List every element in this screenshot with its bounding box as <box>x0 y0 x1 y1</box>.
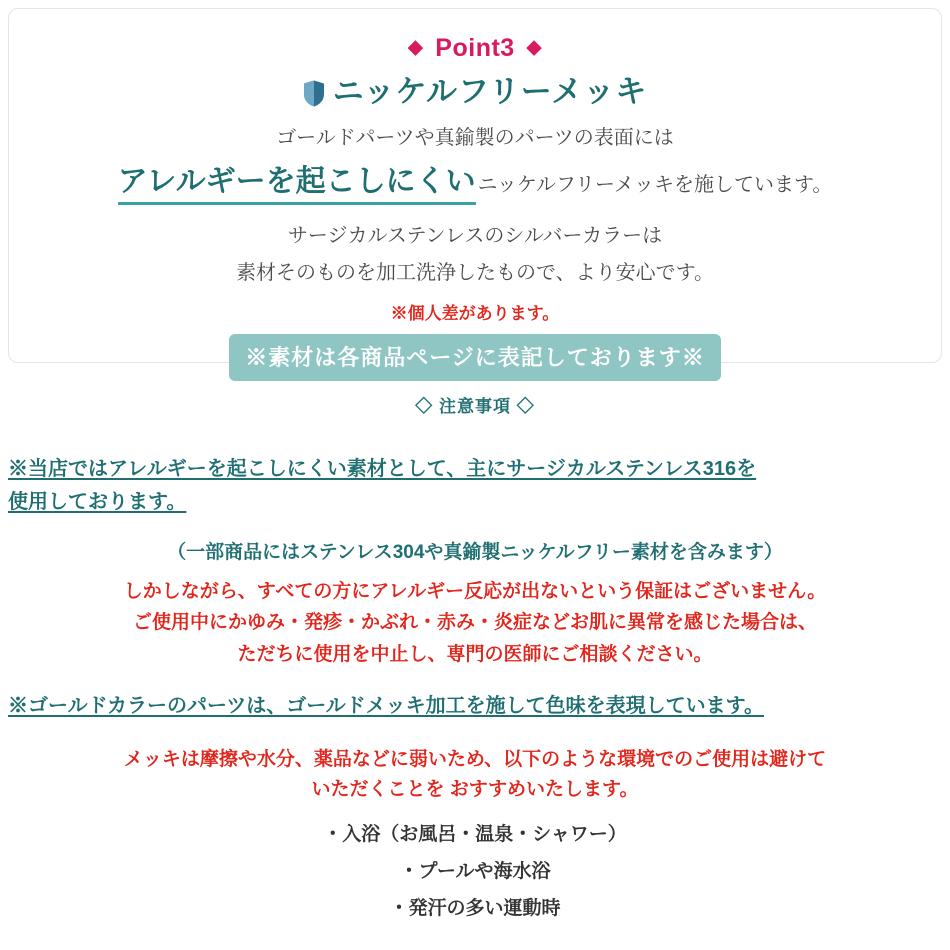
caution-red-line-3: ただちに使用を中止し、専門の医師にご相談ください。 <box>237 643 713 665</box>
card-line-2a: サージカルステンレスのシルバーカラーは <box>287 224 663 247</box>
point-title: ニッケルフリーメッキ <box>332 73 648 109</box>
point-badge-label: Point3 <box>435 34 515 62</box>
diamond-left-icon: ◆ <box>408 37 424 59</box>
list-item: ・入浴（お風呂・温泉・シャワー） <box>323 823 627 845</box>
avoid-list <box>0 816 950 927</box>
caution-paren-note: （一部商品にはステンレス304や真鍮製ニッケルフリー素材を含みます） <box>167 542 783 563</box>
list-item: ・プールや海水浴 <box>399 860 551 882</box>
point-badge <box>9 35 941 63</box>
highlight-row <box>9 164 941 205</box>
caution-red-line-2: ご使用中にかゆみ・発疹・かぶれ・赤み・炎症などお肌に異常を感じた場合は、 <box>132 612 817 634</box>
highlight-text: アレルギーを起こしにくい <box>118 164 476 205</box>
caution-red-line-1: しかしながら、すべての方にアレルギー反応が出ないという保証はございません。 <box>123 581 827 602</box>
material-banner: ※素材は各商品ページに表記しております※ <box>229 334 721 381</box>
caution-head-1 <box>8 453 942 519</box>
point-card <box>8 8 942 370</box>
caution-red-line-5: いただくことを おすすめいたします。 <box>311 779 639 801</box>
individual-difference-note: ※個人差があります。 <box>390 303 560 323</box>
card-line-2b: 素材そのものを加工洗浄したもので、より安心です。 <box>236 261 714 284</box>
caution-head-1-line2: 使用しております。 <box>8 491 187 513</box>
caution-plating-warning <box>0 745 950 806</box>
card-line-1: ゴールドパーツや真鍮製のパーツの表面には <box>276 126 674 149</box>
caution-head-1-line1: ※当店ではアレルギーを起こしにくい素材として、主にサージカルステンレス316を <box>8 458 757 480</box>
caution-red-line-4: メッキは摩擦や水分、薬品などに弱いため、以下のような環境でのご使用は避けて <box>123 749 827 771</box>
caution-title: ◇ 注意事項 ◇ <box>415 397 535 416</box>
highlight-tail-text: ニッケルフリーメッキを施しています。 <box>477 173 833 196</box>
caution-head-2-text: ※ゴールドカラーのパーツは、ゴールドメッキ加工を施して色味を表現しています。 <box>8 695 764 718</box>
point-title-row <box>9 75 941 109</box>
banner-wrap <box>9 324 941 381</box>
shield-icon <box>303 80 325 107</box>
list-item: ・発汗の多い運動時 <box>389 897 561 919</box>
caution-red-warning <box>0 576 950 670</box>
caution-section <box>0 392 950 927</box>
diamond-right-icon: ◆ <box>526 37 542 59</box>
caution-head-2 <box>8 690 942 723</box>
